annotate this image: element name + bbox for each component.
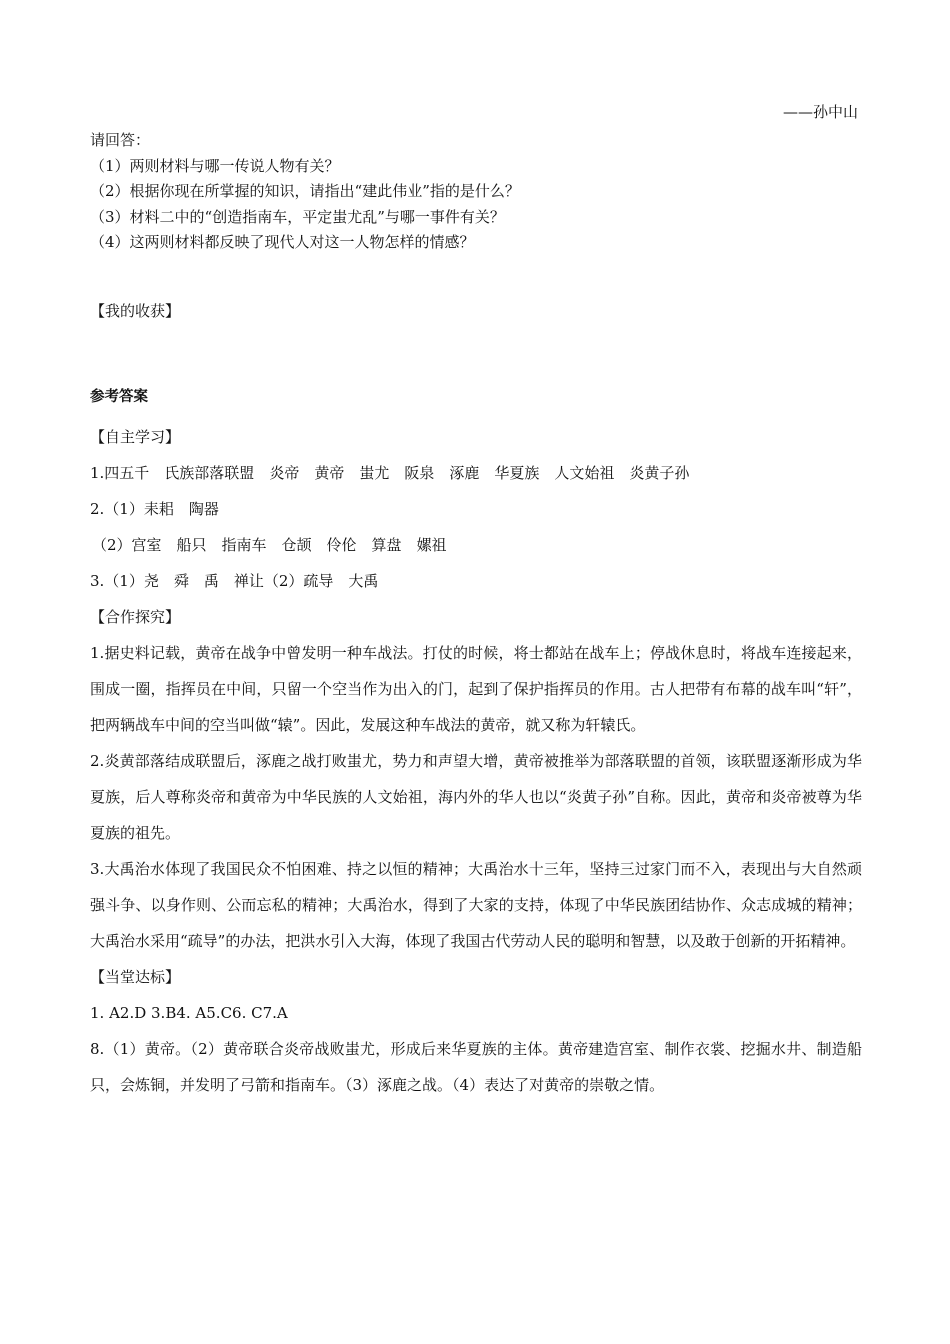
self-study-line-3: （2）宫室 船只 指南车 仓颉 伶伦 算盘 嫘祖 [92,536,447,554]
question-item-3: （3）材料二中的“创造指南车，平定蚩尤乱”与哪一事件有关？ [90,207,505,226]
cooperation-paragraph-2: 2.炎黄部落结成联盟后，涿鹿之战打败蚩尤，势力和声望大增，黄帝被推举为部落联盟的首领，该联盟逐渐形成为华夏族，后人尊称炎帝和黄帝为中华民族的人文始祖，海内外的华人也以“炎黄子孙”自称。因此，黄帝和炎帝被尊为华夏族的祖先。 [90,752,862,842]
cooperation-paragraph-1: 1.据史料记载，黄帝在战争中曾发明一种车战法。打仗的时候，将士都站在战车上；停战休息时，将战车连接起来，围成一圈，指挥员在中间，只留一个空当作为出入的门，起到了保护指挥员的作用。古人把带有布幕的战车叫“轩”，把两辆战车中间的空当叫做“辕”。因此，发展这种车战法的黄帝，就又称为轩辕氏。 [90,644,862,734]
question-item-4: （4）这两则材料都反映了现代人对这一人物怎样的情感？ [90,233,475,251]
self-study-line-4: 3.（1）尧 舜 禹 禅让（2）疏导 大禹 [90,572,379,590]
class-test-heading: 【当堂达标】 [90,968,181,986]
self-study-heading: 【自主学习】 [90,428,181,446]
self-study-line-1: 1.四五千 氏族部落联盟 炎帝 黄帝 蚩尤 阪泉 涿鹿 华夏族 人文始祖 炎黄子孙 [90,464,690,482]
question-block [90,128,870,256]
cooperation-paragraph-3: 3.大禹治水体现了我国民众不怕困难、持之以恒的精神；大禹治水十三年，坚持三过家门而不入，表现出与大自然顽强斗争、以身作则、公而忘私的精神；大禹治水，得到了大家的支持，体现了中华民族团结协作、众志成城的精神；大禹治水采用“疏导”的办法，把洪水引入大海，体现了我国古代劳动人民的聪明和智慧，以及敢于创新的开拓精神。 [90,860,862,950]
self-study-line-2: 2.（1）耒耜 陶器 [90,500,219,518]
class-test-line-1: 1. A2.D 3.B4. A5.C6. C7.A [90,1004,288,1022]
question-item-2: （2）根据你现在所掌握的知识，请指出“建此伟业”指的是什么？ [90,182,520,200]
harvest-heading: 【我的收获】 [90,302,181,320]
question-intro: 请回答： [90,131,151,149]
answer-section [90,386,862,1103]
cooperation-heading: 【合作探究】 [90,608,181,626]
quote-attribution: ——孙中山 [782,103,858,121]
class-test-paragraph-8: 8.（1）黄帝。（2）黄帝联合炎帝战败蚩尤，形成后来华夏族的主体。黄帝建造宫室、制作衣裳、挖掘水井、制造船只，会炼铜，并发明了弓箭和指南车。（3）涿鹿之战。（4）表达了对黄帝的崇敬之情。 [90,1040,862,1094]
answer-title: 参考答案 [90,389,148,405]
question-item-1: （1）两则材料与哪一传说人物有关？ [90,156,340,175]
